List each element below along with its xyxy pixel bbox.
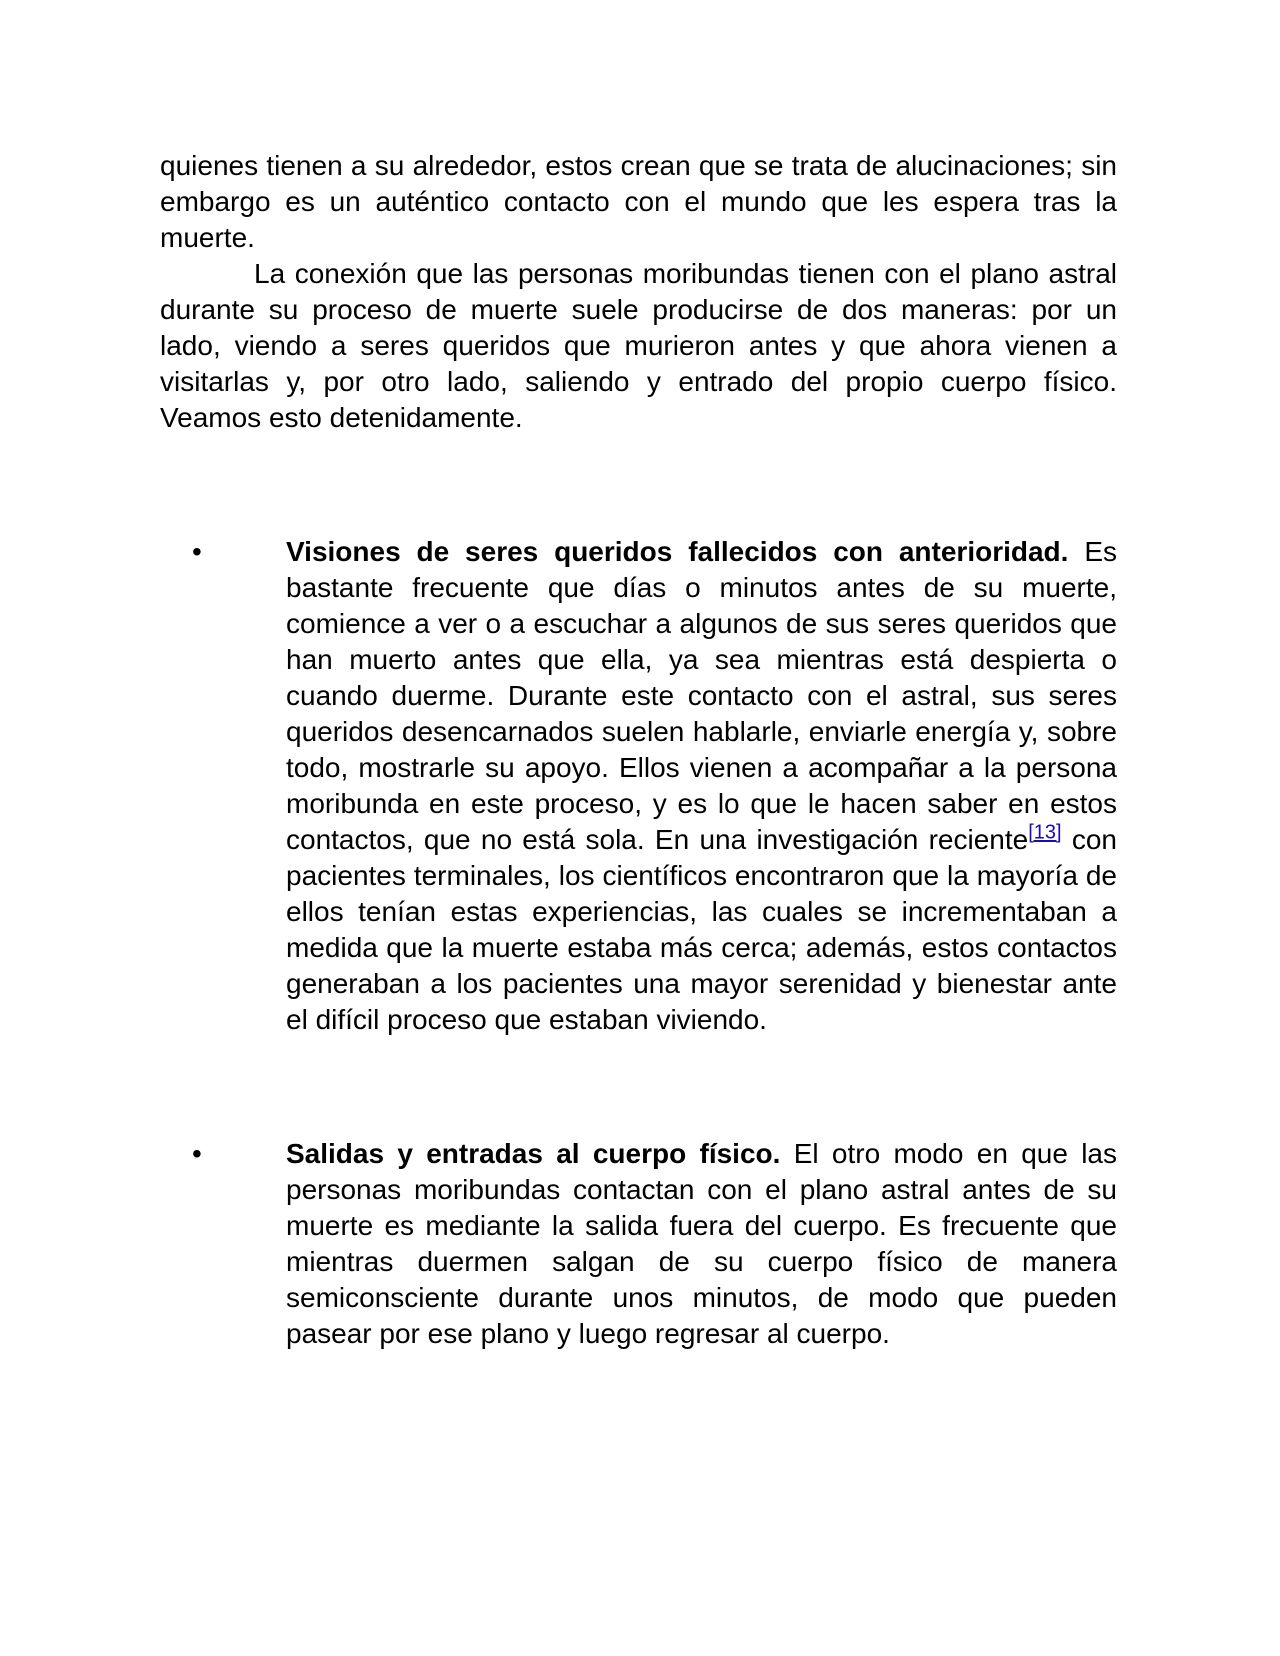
bullet-text-visions-part-2: con pacientes terminales, los científicos encontraron que la mayoría de ellos tenían estas experiencias, las cuales se incrementaban a medida que la muerte estaba más cerca; además, estos contactos generaban a los pacientes una mayor serenidad y bienestar ante el difícil proceso que estaban viviendo. xyxy=(286,824,1117,1035)
bullet-marker: • xyxy=(192,536,202,567)
intro-paragraph-1: quienes tienen a su alrededor, estos crean que se trata de alucinaciones; sin embargo es un auténtico contacto con el mundo que les espera tras la muerte. xyxy=(160,150,1117,253)
bullet-marker: • xyxy=(192,1138,202,1169)
bullet-title-exits: Salidas y entradas al cuerpo físico. xyxy=(286,1138,781,1169)
footnote-link-13[interactable]: [13] xyxy=(1028,821,1062,844)
bullet-text-exits: El otro modo en que las personas moribundas contactan con el plano astral antes de su muerte es mediante la salida fuera del cuerpo. Es frecuente que mientras duermen salgan de su cuerpo físico de manera semiconsciente durante unos minutos, de modo que pueden pasear por ese plano y luego regresar al cuerpo. xyxy=(286,1138,1118,1349)
intro-paragraph-2: La conexión que las personas moribundas tienen con el plano astral durante su proceso de muerte suele producirse de dos maneras: por un lado, viendo a seres queridos que murieron antes y que ahora vienen a visitarlas y, por otro lado, saliendo y entrado del propio cuerpo físico. Veamos esto detenidamente. xyxy=(160,258,1117,433)
bullet-text-visions-part-1: Es bastante frecuente que días o minutos antes de su muerte, comience a ver o a escuchar a algunos de sus seres queridos que han muerto antes que ella, ya sea mientras está despierta o cuando duerme. Durante este contacto con el astral, sus seres queridos desencarnados suelen hablarle, enviarle energía y, sobre todo, mostrarle su apoyo. Ellos vienen a acompañar a la persona moribunda en este proceso, y es lo que le hacen saber en estos contactos, que no está sola. En una investigación reciente xyxy=(286,536,1118,855)
document-page xyxy=(160,148,1117,1352)
bullet-item-visions xyxy=(160,534,1117,1038)
bullet-item-exits xyxy=(160,1136,1117,1352)
bullet-title-visions: Visiones de seres queridos fallecidos con anterioridad. xyxy=(286,536,1069,567)
